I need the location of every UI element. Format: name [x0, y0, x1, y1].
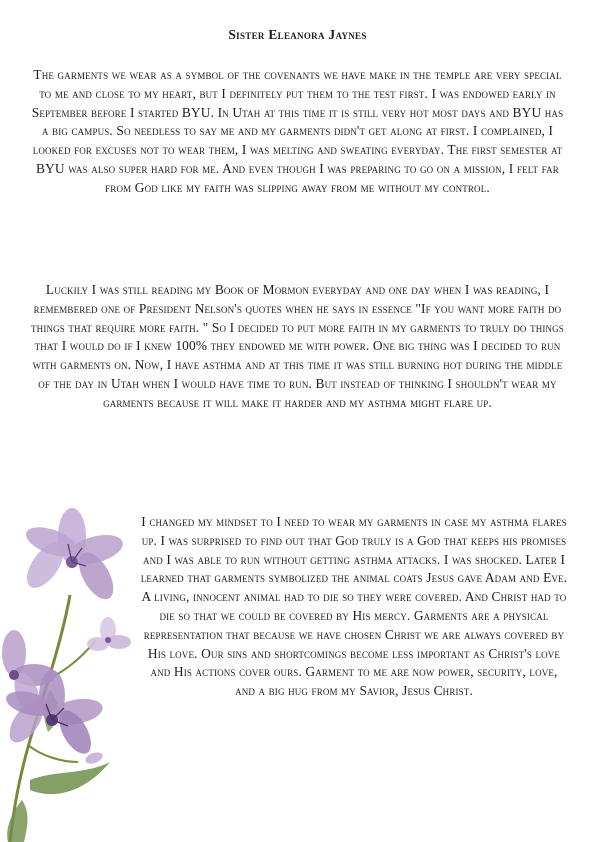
page-title: Sister Eleanora Jaynes [228, 27, 367, 42]
paragraph-2: Luckily I was still reading my Book of Mormon everyday and one day when I was reading, I remembered one of President Nelson's quotes when he says in essence "If you want more faith do things that require more faith. " So I decided to put more faith in my garments to truly do things that I would do if I knew 100% they endowed me with power. One big thing was I decided to run with garments on. Now, I have asthma and at this time it was still burning hot during the middle of the day in Utah when I would have time to run. But instead of thinking I shouldn't wear my garments because it will make it harder and my asthma might flare up. [31, 282, 564, 410]
paragraph-3: I changed my mindset to I need to wear my garments in case my asthma flares up. I was surprised to find out that God truly is a God that keeps his promises and I was able to run without getting asthma attacks. I was shocked. Later I learned that garments symbolized the animal coats Jesus gave Adam and Eve. A living, innocent animal had to die so they were covered. And Christ had to die so that we could be covered by His mercy. Garments are a physical representation that because we have chosen Christ we are always covered by His love. Our sins and shortcomings become less important as Christ's love and His actions cover ours. Garment to me are now power, security, love, and a big hug from my Savior, Jesus Christ. [140, 514, 568, 699]
paragraph-1: The garments we wear as a symbol of the covenants we have make in the temple are very special to me and close to my heart, but I definitely put them to the test first. I was endowed early in September before I started BYU. In Utah at this time it is still very hot most days and BYU has a big campus. So needless to say me and my garments didn't get along at first. I complained, I looked for excuses not to wear them, I was melting and sweating everyday. The first semester at BYU was also super hard for me. And even though I was preparing to go on a mission, I felt far from God like my faith was slipping away from me without my control. [31, 67, 564, 195]
lilac-flowers-icon [0, 500, 140, 842]
